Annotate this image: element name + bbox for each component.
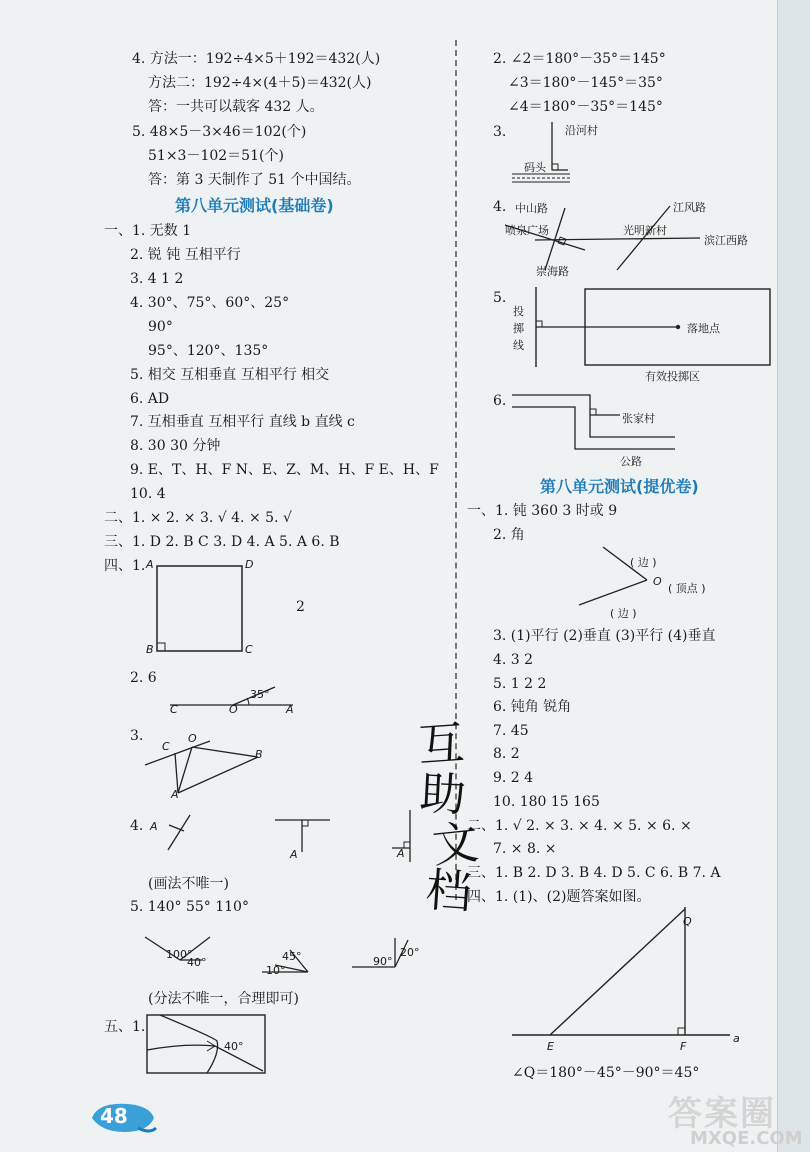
answer-line: 一、1. 钝 360 3 时或 9 xyxy=(467,503,618,519)
point-label: A xyxy=(150,820,158,833)
place-label: 码头 xyxy=(524,161,546,174)
answer-line: 四、1. (1)、(2)题答案如图。 xyxy=(467,889,651,905)
answer-line: 4. 3 2 xyxy=(493,652,534,668)
vertical-label: 掷 xyxy=(513,322,524,335)
watermark-url: MXQE.COM xyxy=(690,1128,803,1149)
answer-line: 6. xyxy=(493,393,507,409)
answer-line: 5. xyxy=(493,290,507,306)
point-label: O xyxy=(188,732,197,745)
triangle-figure-q3 xyxy=(140,735,280,805)
point-label: C xyxy=(170,703,178,716)
place-label: 喷泉广场 xyxy=(505,224,549,237)
answer-line: 三、1. D 2. B C 3. D 4. A 5. A 6. B xyxy=(104,534,340,550)
zone-label: 有效投掷区 xyxy=(645,370,700,383)
page-edge xyxy=(777,0,810,1152)
answer-line: 3. xyxy=(493,124,507,140)
angle-label: 20° xyxy=(400,946,420,959)
angle-label: 45° xyxy=(282,950,302,963)
point-label: A xyxy=(286,703,294,716)
road-label: 中山路 xyxy=(515,202,548,215)
rectangle-figure-q6 xyxy=(145,1013,270,1078)
line-label: a xyxy=(733,1032,740,1045)
answer-line: 2. 锐 钝 互相平行 xyxy=(130,247,241,263)
left-line: 4. 方法一：192÷4×5＋192＝432(人) xyxy=(132,51,381,67)
right-line: ∠4＝180°－35°＝145° xyxy=(508,99,663,115)
angle-part-label: ( 边 ) xyxy=(610,607,637,620)
answer-line: 6. 钝角 锐角 xyxy=(493,699,572,715)
road-label: 公路 xyxy=(620,455,642,468)
note: (画法不唯一) xyxy=(148,876,229,892)
left-line: 51×3－102＝51(个) xyxy=(148,148,284,164)
answer-line: 7. 45 xyxy=(493,723,529,739)
left-line: 5. 48×5－3×46＝102(个) xyxy=(132,124,307,140)
answer-line: 四、1. xyxy=(104,558,146,574)
answer-line: 3. (1)平行 (2)垂直 (3)平行 (4)垂直 xyxy=(493,628,716,644)
answer-line: 7. 互相垂直 互相平行 直线 b 直线 c xyxy=(130,414,355,430)
right-line: ∠3＝180°－145°＝35° xyxy=(508,75,663,91)
answer-line: 4. 30°、75°、60°、25° xyxy=(130,295,290,311)
vertex-label: C xyxy=(245,643,253,656)
vertex-label: D xyxy=(245,558,254,571)
right-line: 2. ∠2＝180°－35°＝145° xyxy=(493,51,666,67)
vertex-label: A xyxy=(146,558,154,571)
left-line: 答：一共可以载客 432 人。 xyxy=(148,99,324,115)
point-label: F xyxy=(680,1040,687,1053)
handwritten-char: 文 xyxy=(429,814,482,874)
vertical-label: 线 xyxy=(513,339,524,352)
angle-label: 40° xyxy=(224,1040,244,1053)
watermark-logo: 答案圈 xyxy=(668,1094,776,1134)
answer-line: 一、1. 无数 1 xyxy=(104,223,192,239)
place-label: 张家村 xyxy=(622,412,655,425)
point-label: A xyxy=(397,847,405,860)
angle-part-label: ( 顶点 ) xyxy=(668,582,706,595)
point-label: C xyxy=(162,740,170,753)
angle-label: 10° xyxy=(266,964,286,977)
vertex-label: B xyxy=(146,643,154,656)
angle-label: 40° xyxy=(187,956,207,969)
answer-line: 7. × 8. × xyxy=(493,841,557,857)
answer-line: 8. 30 30 分钟 xyxy=(130,438,221,454)
section-title-basic: 第八单元测试(基础卷) xyxy=(175,196,334,215)
road-figure-q6 xyxy=(510,385,690,465)
page-number: 48 xyxy=(100,1104,128,1128)
answer-line: 4. xyxy=(130,818,144,834)
handwritten-char: 档 xyxy=(423,862,474,920)
answer-line: 五、1. xyxy=(104,1019,146,1035)
square-figure xyxy=(140,558,260,658)
answer-line: 二、1. √ 2. × 3. × 4. × 5. × 6. × xyxy=(467,818,692,834)
place-label: 沿河村 xyxy=(565,124,598,137)
answer-line: 10. 180 15 165 xyxy=(493,794,600,810)
answer-line: 5. 相交 互相垂直 互相平行 相交 xyxy=(130,367,330,383)
answer-line: 三、1. B 2. D 3. B 4. D 5. C 6. B 7. A xyxy=(467,865,721,881)
point-label: Q xyxy=(683,915,692,928)
handwritten-char: 助 xyxy=(418,765,468,823)
point-label: A xyxy=(171,788,179,801)
answer-line: 2. 6 xyxy=(130,670,157,686)
section-title-advanced: 第八单元测试(提优卷) xyxy=(540,477,699,496)
angle-label: 90° xyxy=(373,955,393,968)
angle-part-label: ( 边 ) xyxy=(630,556,657,569)
answer-line: 9. E、T、H、F N、E、Z、M、H、F E、H、F xyxy=(130,462,439,478)
answer-line: 90° xyxy=(148,319,173,335)
road-label: 崇海路 xyxy=(536,265,569,278)
square-number: 2 xyxy=(296,599,305,615)
point-label: O xyxy=(229,703,238,716)
answer-line: 3. 4 1 2 xyxy=(130,271,184,287)
answer-line: 5. 1 2 2 xyxy=(493,676,547,692)
left-line: 方法二：192÷4×(4＋5)＝432(人) xyxy=(148,75,372,91)
answer-line: 4. xyxy=(493,199,507,215)
road-label: 江风路 xyxy=(673,201,706,214)
answer-line: 10. 4 xyxy=(130,486,166,502)
answer-line: ∠Q＝180°－45°－90°＝45° xyxy=(512,1065,700,1081)
answer-line: 2. 角 xyxy=(493,527,525,543)
left-line: 答：第 3 天制作了 51 个中国结。 xyxy=(148,172,361,188)
answer-line: 二、1. × 2. × 3. √ 4. × 5. √ xyxy=(104,510,292,526)
note: (分法不唯一，合理即可) xyxy=(148,991,299,1007)
answer-line: 9. 2 4 xyxy=(493,770,534,786)
answer-line: 95°、120°、135° xyxy=(148,343,269,359)
vertical-label: 投 xyxy=(513,305,524,318)
right-triangle-figure xyxy=(510,905,735,1045)
answer-line: 5. 140° 55° 110° xyxy=(130,899,249,915)
point-label: B xyxy=(255,748,263,761)
point-label: O xyxy=(653,575,662,588)
angle-label: 35° xyxy=(250,688,270,701)
answer-line: 6. AD xyxy=(130,391,170,407)
angle-label: 100° xyxy=(166,948,193,961)
handwritten-char: 互 xyxy=(416,715,467,773)
point-label: A xyxy=(290,848,298,861)
answer-line: 8. 2 xyxy=(493,746,520,762)
answer-line: 3. xyxy=(130,728,144,744)
point-label: E xyxy=(547,1040,554,1053)
road-label: 滨江西路 xyxy=(704,234,748,247)
place-label: 光明新村 xyxy=(623,224,667,237)
throw-zone-figure-q5 xyxy=(530,285,775,370)
place-label: 落地点 xyxy=(687,322,720,335)
